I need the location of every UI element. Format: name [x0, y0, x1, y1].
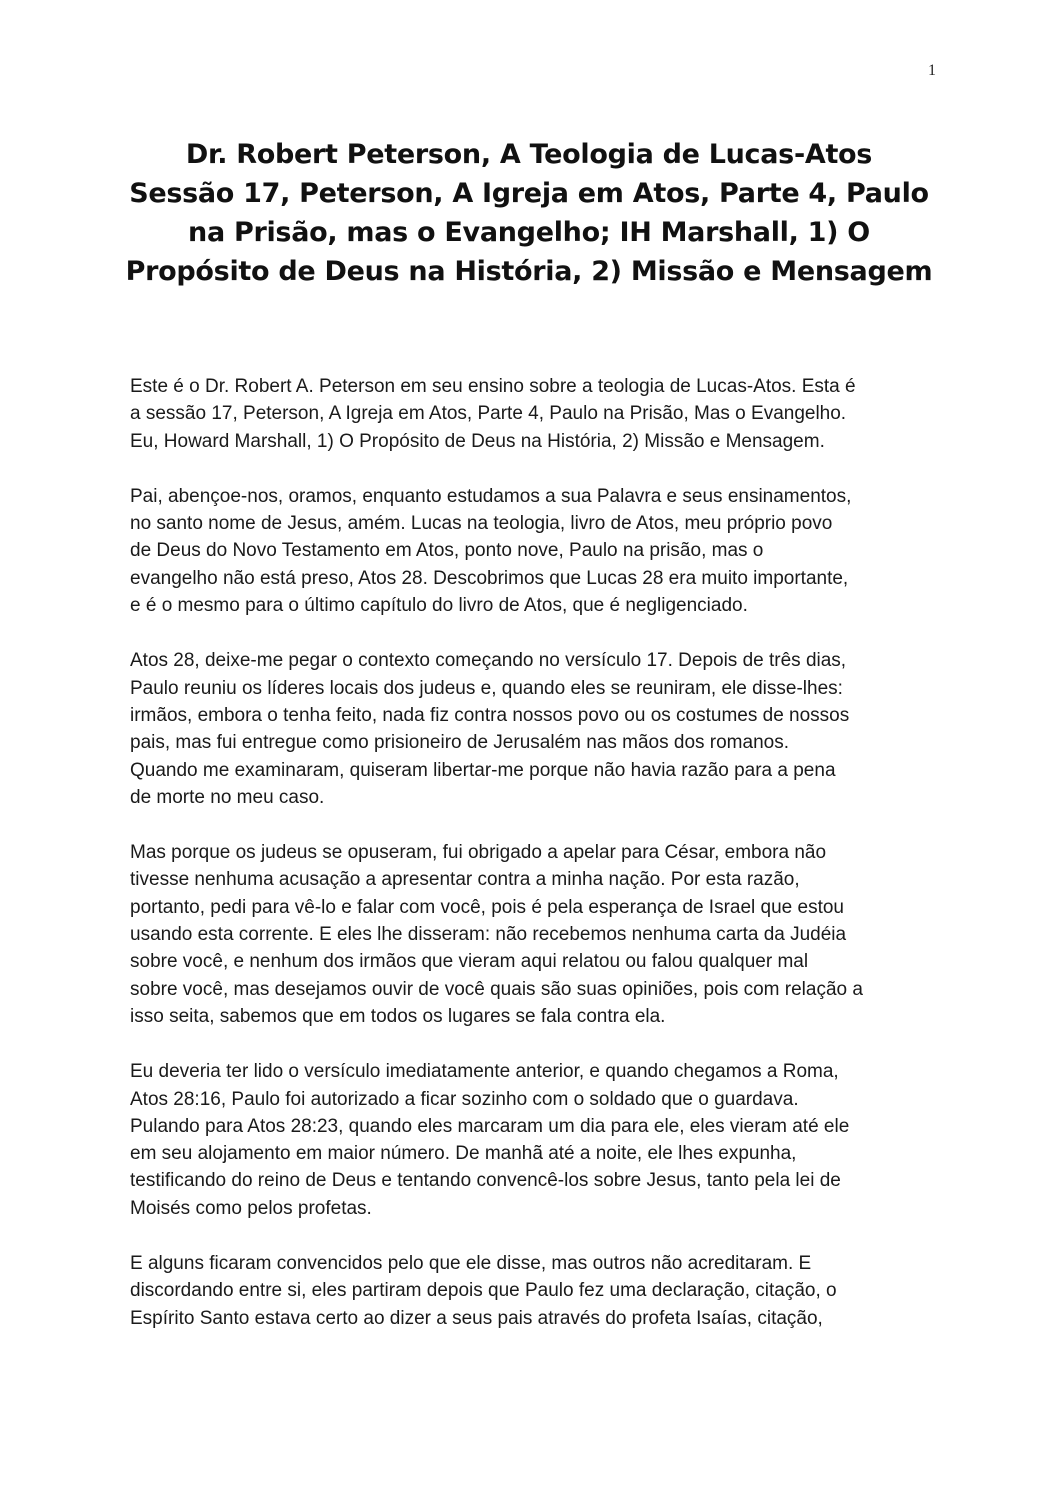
paragraph-isaiah-quote — [130, 1250, 960, 1332]
text-line: discordando entre si, eles partiram depois que Paulo fez uma declaração, citação, o — [130, 1280, 837, 1302]
text-line: Eu, Howard Marshall, 1) O Propósito de Deus na História, 2) Missão e Mensagem. — [130, 430, 825, 452]
text-line: de morte no meu caso. — [130, 786, 325, 808]
text-line: a sessão 17, Peterson, A Igreja em Atos, Parte 4, Paulo na Prisão, Mas o Evangelho. — [130, 403, 847, 425]
text-line: tivesse nenhuma acusação a apresentar contra a minha nação. Por esta razão, — [130, 869, 800, 891]
text-line: sobre você, mas desejamos ouvir de você quais são suas opiniões, pois com relação a — [130, 978, 863, 1000]
text-line: e é o mesmo para o último capítulo do livro de Atos, que é negligenciado. — [130, 595, 748, 617]
text-line: testificando do reino de Deus e tentando convencê-los sobre Jesus, tanto pela lei de — [130, 1170, 841, 1192]
text-line: Moisés como pelos profetas. — [130, 1197, 372, 1219]
text-line: pais, mas fui entregue como prisioneiro de Jerusalém nas mãos dos romanos. — [130, 732, 789, 754]
text-line: em seu alojamento em maior número. De manhã até a noite, ele lhes expunha, — [130, 1143, 797, 1165]
text-line: Quando me examinaram, quiseram libertar-me porque não havia razão para a pena — [130, 759, 836, 781]
text-line: portanto, pedi para vê-lo e falar com você, pois é pela esperança de Israel que estou — [130, 896, 844, 918]
text-line: no santo nome de Jesus, amém. Lucas na teologia, livro de Atos, meu próprio povo — [130, 513, 833, 535]
text-line: usando esta corrente. E eles lhe disseram: não recebemos nenhuma carta da Judéia — [130, 924, 847, 946]
paragraph-acts-28-context — [130, 647, 960, 811]
paragraph-appeal-to-caesar — [130, 839, 960, 1030]
title-line: Dr. Robert Peterson, A Teologia de Lucas-Atos — [185, 139, 873, 170]
text-line: Atos 28, deixe-me pegar o contexto começando no versículo 17. Depois de três dias, — [130, 650, 847, 672]
paragraph-intro — [130, 373, 960, 455]
paragraph-rome-arrival — [130, 1058, 960, 1222]
text-line: evangelho não está preso, Atos 28. Descobrimos que Lucas 28 era muito importante, — [130, 567, 849, 589]
document-title — [90, 135, 968, 291]
text-line: irmãos, embora o tenha feito, nada fiz contra nossos povo ou os costumes de nossos — [130, 704, 850, 726]
document-body — [130, 373, 960, 1360]
text-line: sobre você, e nenhum dos irmãos que vieram aqui relatou ou falou qualquer mal — [130, 951, 809, 973]
text-line: Mas porque os judeus se opuseram, fui obrigado a apelar para César, embora não — [130, 842, 827, 864]
text-line: Pulando para Atos 28:23, quando eles marcaram um dia para ele, eles vieram até ele — [130, 1115, 850, 1137]
text-line: Atos 28:16, Paulo foi autorizado a ficar sozinho com o soldado que o guardava. — [130, 1088, 799, 1110]
title-line: Propósito de Deus na História, 2) Missão e Mensagem — [125, 256, 933, 287]
page-number: 1 — [928, 62, 936, 79]
paragraph-prayer — [130, 483, 960, 619]
text-line: de Deus do Novo Testamento em Atos, ponto nove, Paulo na prisão, mas o — [130, 540, 764, 562]
text-line: Paulo reuniu os líderes locais dos judeus e, quando eles se reuniram, ele disse-lhes: — [130, 677, 843, 699]
text-line: Pai, abençoe-nos, oramos, enquanto estudamos a sua Palavra e seus ensinamentos, — [130, 485, 852, 507]
text-line: Espírito Santo estava certo ao dizer a seus pais através do profeta Isaías, citação, — [130, 1307, 823, 1329]
text-line: Eu deveria ter lido o versículo imediatamente anterior, e quando chegamos a Roma, — [130, 1061, 839, 1083]
title-line: Sessão 17, Peterson, A Igreja em Atos, Parte 4, Paulo — [129, 178, 929, 209]
title-line: na Prisão, mas o Evangelho; IH Marshall, 1) O — [188, 217, 870, 248]
text-line: Este é o Dr. Robert A. Peterson em seu ensino sobre a teologia de Lucas-Atos. Esta é — [130, 376, 856, 397]
text-line: E alguns ficaram convencidos pelo que ele disse, mas outros não acreditaram. E — [130, 1253, 812, 1275]
text-line: isso seita, sabemos que em todos os lugares se fala contra ela. — [130, 1005, 666, 1027]
